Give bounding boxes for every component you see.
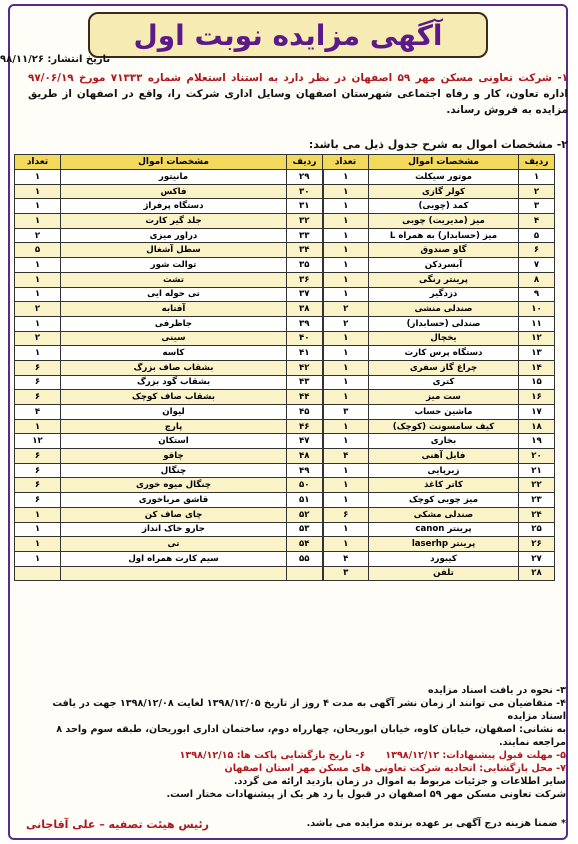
table-row (15, 199, 555, 214)
row-number-cell: ۵۲ (287, 507, 323, 522)
row-number-cell: ۶ (519, 243, 555, 258)
table-row (15, 405, 555, 420)
spec-cell: چراغ گاز سفری (369, 360, 519, 375)
row-number-cell: ۲۲ (519, 478, 555, 493)
row-number-cell: ۴۸ (287, 449, 323, 464)
spec-cell: صندلی (حسابدار) (369, 316, 519, 331)
row-number-cell: ۴۴ (287, 390, 323, 405)
spec-cell: جلد گیر کارت (61, 214, 287, 229)
row-number-cell: ۵ (519, 228, 555, 243)
spec-cell: پرینتر canon (369, 522, 519, 537)
spec-cell: استکان (61, 434, 287, 449)
row-number-cell: ۲۹ (287, 170, 323, 185)
row-number-cell: ۱۱ (519, 316, 555, 331)
count-cell: ۴ (323, 551, 369, 566)
spec-cell: تی حوله ایی (61, 287, 287, 302)
count-cell: ۱ (323, 537, 369, 552)
row-number-cell: ۳۲ (287, 214, 323, 229)
row-number-cell: ۴۵ (287, 405, 323, 420)
row-number-cell: ۲ (519, 184, 555, 199)
row-number-cell: ۴۹ (287, 463, 323, 478)
row-number-cell: ۱۹ (519, 434, 555, 449)
table-row (15, 493, 555, 508)
row-number-cell: ۲۸ (519, 566, 555, 581)
count-cell: ۱ (15, 214, 61, 229)
row-number-cell: ۱۳ (519, 346, 555, 361)
count-cell: ۱ (323, 375, 369, 390)
spec-cell: تی (61, 537, 287, 552)
count-cell: ۱ (323, 258, 369, 273)
row-number-cell: ۳۰ (287, 184, 323, 199)
row-number-cell: ۵۴ (287, 537, 323, 552)
count-cell: ۱ (15, 272, 61, 287)
spec-cell: دستگاه پرس کارت (369, 346, 519, 361)
row-number-cell: ۳۹ (287, 316, 323, 331)
footer-line-3: ۳- نحوه در یافت اسناد مزایده (428, 685, 566, 696)
spec-cell: کتری (369, 375, 519, 390)
footnote: * ضمنا هزینه درج آگهی بر عهده برنده مزایده می باشد. (306, 818, 566, 829)
spec-cell: آفتابه (61, 302, 287, 317)
count-cell: ۲ (323, 302, 369, 317)
count-cell: ۱ (15, 258, 61, 273)
spec-cell: پرینتر laserhp (369, 537, 519, 552)
table-row (15, 390, 555, 405)
row-number-cell: ۱۸ (519, 419, 555, 434)
count-cell: ۱ (323, 493, 369, 508)
count-cell: ۱ (15, 507, 61, 522)
count-cell: ۱ (323, 360, 369, 375)
count-cell: ۶ (15, 493, 61, 508)
header-count: تعداد (15, 155, 61, 170)
count-cell: ۱ (15, 522, 61, 537)
row-number-cell: ۱۷ (519, 405, 555, 420)
table-row (15, 537, 555, 552)
count-cell: ۲ (323, 316, 369, 331)
count-cell: ۱ (323, 463, 369, 478)
row-number-cell: ۲۴ (519, 507, 555, 522)
intro-body: اداره تعاون، کار و رفاه اجتماعی شهرستان اصفهان وسایل اداری شرکت را، واقع در اصفهان از طریق مزایده به فروش رساند. (28, 88, 568, 116)
count-cell: ۱ (323, 522, 369, 537)
count-cell (15, 566, 61, 581)
spec-cell: میز چوبی کوچک (369, 493, 519, 508)
row-number-cell: ۲۰ (519, 449, 555, 464)
row-number-cell: ۷ (519, 258, 555, 273)
count-cell: ۳ (323, 566, 369, 581)
table-row (15, 566, 555, 581)
count-cell: ۶ (15, 478, 61, 493)
row-number-cell: ۴۳ (287, 375, 323, 390)
count-cell: ۶ (15, 449, 61, 464)
intro-paragraph (28, 70, 568, 118)
count-cell: ۶ (15, 375, 61, 390)
spec-cell: دراور میزی (61, 228, 287, 243)
row-number-cell: ۱۲ (519, 331, 555, 346)
spec-cell: لیوان (61, 405, 287, 420)
row-number-cell: ۵۵ (287, 551, 323, 566)
row-number-cell: ۴۷ (287, 434, 323, 449)
spec-cell: جارو خاک انداز (61, 522, 287, 537)
spec-cell: بخاری (369, 434, 519, 449)
table-row (15, 419, 555, 434)
spec-cell: چنگال میوه خوری (61, 478, 287, 493)
table-row (15, 360, 555, 375)
table-row (15, 331, 555, 346)
count-cell: ۱ (323, 478, 369, 493)
spec-cell: صندلی منشی (369, 302, 519, 317)
footer-line-4b: به نشانی: اصفهان، خیابان کاوه، خیابان ابوریحان، چهارراه دوم، ساختمان اداری ابوریحان، طبقه سوم واحد ۸ مراجعه نمایند. (56, 724, 566, 748)
count-cell: ۱ (15, 316, 61, 331)
count-cell: ۱ (15, 551, 61, 566)
row-number-cell: ۴۱ (287, 346, 323, 361)
table-row (15, 214, 555, 229)
count-cell: ۱۲ (15, 434, 61, 449)
table-row (15, 449, 555, 464)
spec-cell: کاتر کاغذ (369, 478, 519, 493)
title-banner (88, 12, 488, 58)
row-number-cell: ۱ (519, 170, 555, 185)
count-cell: ۲ (15, 331, 61, 346)
spec-cell: آبسردکن (369, 258, 519, 273)
count-cell: ۱ (323, 331, 369, 346)
header-spec: مشخصات اموال (369, 155, 519, 170)
count-cell: ۶ (323, 507, 369, 522)
row-number-cell: ۳۱ (287, 199, 323, 214)
count-cell: ۱ (323, 390, 369, 405)
spec-cell: دزدگیر (369, 287, 519, 302)
spec-cell: سیم کارت همراه اول (61, 551, 287, 566)
row-number-cell: ۳۴ (287, 243, 323, 258)
spec-cell: تشت (61, 272, 287, 287)
row-number-cell: ۲۵ (519, 522, 555, 537)
row-number-cell: ۸ (519, 272, 555, 287)
table-row (15, 463, 555, 478)
spec-cell: مانیتور (61, 170, 287, 185)
count-cell: ۱ (323, 170, 369, 185)
count-cell: ۱ (323, 243, 369, 258)
count-cell: ۱ (323, 199, 369, 214)
row-number-cell: ۵۱ (287, 493, 323, 508)
table-row (15, 170, 555, 185)
spec-cell: کیف سامسونت (کوچک) (369, 419, 519, 434)
footer-line-9: شرکت تعاونی مسکن مهر ۵۹ اصفهان در قبول یا رد هر یک از پیشنهادات مختار است. (166, 789, 566, 800)
count-cell: ۲ (15, 228, 61, 243)
row-number-cell: ۴۰ (287, 331, 323, 346)
offer-deadline: ۵- مهلت قبول پیشنهادات: ۱۳۹۸/۱۲/۱۲ (385, 750, 566, 761)
footer-line-5-6 (30, 749, 566, 762)
spec-cell: میز (مدیریت) چوبی (369, 214, 519, 229)
row-number-cell: ۲۱ (519, 463, 555, 478)
goods-table (14, 154, 555, 581)
count-cell: ۱ (15, 537, 61, 552)
count-cell: ۱ (323, 272, 369, 287)
notice-title: آگهی مزایده نوبت اول (133, 18, 443, 52)
spec-cell: بشقاب صاف کوچک (61, 390, 287, 405)
spec-cell: ماشین حساب (369, 405, 519, 420)
row-number-cell: ۳۵ (287, 258, 323, 273)
table-row (15, 507, 555, 522)
spec-cell: سطل آشغال (61, 243, 287, 258)
table-row (15, 287, 555, 302)
row-number-cell: ۴ (519, 214, 555, 229)
count-cell: ۱ (323, 228, 369, 243)
spec-cell: ست میز (369, 390, 519, 405)
notice-footer (30, 684, 566, 801)
count-cell: ۱ (323, 419, 369, 434)
spec-cell: تلفن (369, 566, 519, 581)
row-number-cell: ۴۶ (287, 419, 323, 434)
count-cell: ۴ (15, 405, 61, 420)
spec-cell: کمد (چوبی) (369, 199, 519, 214)
count-cell: ۵ (15, 243, 61, 258)
header-row-number: ردیف (287, 155, 323, 170)
spec-cell: میز (حسابدار) به همراه L (369, 228, 519, 243)
spec-cell: چاقو (61, 449, 287, 464)
count-cell: ۱ (323, 287, 369, 302)
table-row (15, 478, 555, 493)
row-number-cell: ۱۰ (519, 302, 555, 317)
row-number-cell: ۱۴ (519, 360, 555, 375)
opening-place: ۷- محل بازگشایی: اتحادیه شرکت تعاونی های مسکن مهر استان اصفهان (224, 763, 566, 774)
table-header-row (15, 155, 555, 170)
spec-cell: گاو صندوق (369, 243, 519, 258)
spec-cell: کاسه (61, 346, 287, 361)
spec-cell: قاشق مرباخوری (61, 493, 287, 508)
row-number-cell: ۱۵ (519, 375, 555, 390)
spec-cell: صندلی مشکی (369, 507, 519, 522)
row-number-cell: ۵۰ (287, 478, 323, 493)
count-cell: ۳ (323, 405, 369, 420)
table-row (15, 375, 555, 390)
row-number-cell: ۲۶ (519, 537, 555, 552)
footer-line-4a: ۴- متقاضیان می توانند از زمان نشر آگهی به مدت ۴ روز از تاریخ ۱۳۹۸/۱۲/۰۵ لغایت ۱۳۹۸/۱۲/۰۸ جهت در یافت اسناد مزایده (52, 698, 566, 722)
row-number-cell: ۲۳ (519, 493, 555, 508)
row-number-cell: ۴۲ (287, 360, 323, 375)
table-row (15, 522, 555, 537)
spec-cell: فایل آهنی (369, 449, 519, 464)
footer-line-7 (30, 762, 566, 775)
spec-cell: کیبورد (369, 551, 519, 566)
row-number-cell: ۳۷ (287, 287, 323, 302)
header-row-number: ردیف (519, 155, 555, 170)
spec-cell: پرینتر رنگی (369, 272, 519, 287)
count-cell: ۱ (323, 214, 369, 229)
count-cell: ۶ (15, 463, 61, 478)
spec-cell: کولر گازی (369, 184, 519, 199)
count-cell: ۱ (15, 419, 61, 434)
row-number-cell: ۱۶ (519, 390, 555, 405)
count-cell: ۱ (323, 434, 369, 449)
row-number-cell: ۵۳ (287, 522, 323, 537)
spec-cell: پارچ (61, 419, 287, 434)
spec-cell: جاظرفی (61, 316, 287, 331)
spec-cell: یخچال (369, 331, 519, 346)
row-number-cell: ۹ (519, 287, 555, 302)
count-cell: ۱ (323, 346, 369, 361)
spec-cell: چنگال (61, 463, 287, 478)
table-row (15, 228, 555, 243)
spec-cell: زیرپایی (369, 463, 519, 478)
spec-cell (61, 566, 287, 581)
table-row (15, 316, 555, 331)
table-row (15, 302, 555, 317)
footer-line-8: سایر اطلاعات و جزئیات مربوط به اموال در زمان بازدید ارائه می گردد. (233, 776, 566, 787)
spec-cell: چای صاف کن (61, 507, 287, 522)
publish-date: تاریخ انتشار: ۹۸/۱۱/۲۶ (0, 54, 111, 65)
spec-cell: سینی (61, 331, 287, 346)
row-number-cell: ۳ (519, 199, 555, 214)
table-row (15, 272, 555, 287)
table-heading: ۲- مشخصات اموال به شرح جدول ذیل می باشد: (308, 138, 568, 151)
table-row (15, 346, 555, 361)
row-number-cell: ۳۸ (287, 302, 323, 317)
table-row (15, 258, 555, 273)
spec-cell: موتور سیکلت (369, 170, 519, 185)
count-cell: ۴ (323, 449, 369, 464)
count-cell: ۶ (15, 360, 61, 375)
row-number-cell: ۳۶ (287, 272, 323, 287)
count-cell: ۱ (15, 199, 61, 214)
table-row (15, 243, 555, 258)
count-cell: ۲ (15, 302, 61, 317)
row-number-cell (287, 566, 323, 581)
spec-cell: توالت شور (61, 258, 287, 273)
intro-lead: ۱- شرکت تعاونی مسکن مهر ۵۹ اصفهان در نظر دارد به استناد استعلام شماره ۷۱۳۳۳ مورخ ۹۷/۰۶/۱۹ (28, 72, 569, 84)
spec-cell: بشقاب صاف بزرگ (61, 360, 287, 375)
table-row (15, 434, 555, 449)
count-cell: ۱ (15, 170, 61, 185)
count-cell: ۱ (15, 184, 61, 199)
spec-cell: دستگاه پرفراژ (61, 199, 287, 214)
table-row (15, 551, 555, 566)
count-cell: ۱ (323, 184, 369, 199)
opening-date: ۶- تاریخ بازگشایی پاکت ها: ۱۳۹۸/۱۲/۱۵ (179, 750, 366, 761)
table-row (15, 184, 555, 199)
count-cell: ۱ (15, 287, 61, 302)
spec-cell: بشقاب گود بزرگ (61, 375, 287, 390)
count-cell: ۶ (15, 390, 61, 405)
row-number-cell: ۲۷ (519, 551, 555, 566)
signature: رئیس هیئت تصفیه – علی آقاجانی (26, 818, 210, 831)
spec-cell: فاکس (61, 184, 287, 199)
count-cell: ۱ (15, 346, 61, 361)
header-count: تعداد (323, 155, 369, 170)
row-number-cell: ۳۳ (287, 228, 323, 243)
header-spec: مشخصات اموال (61, 155, 287, 170)
